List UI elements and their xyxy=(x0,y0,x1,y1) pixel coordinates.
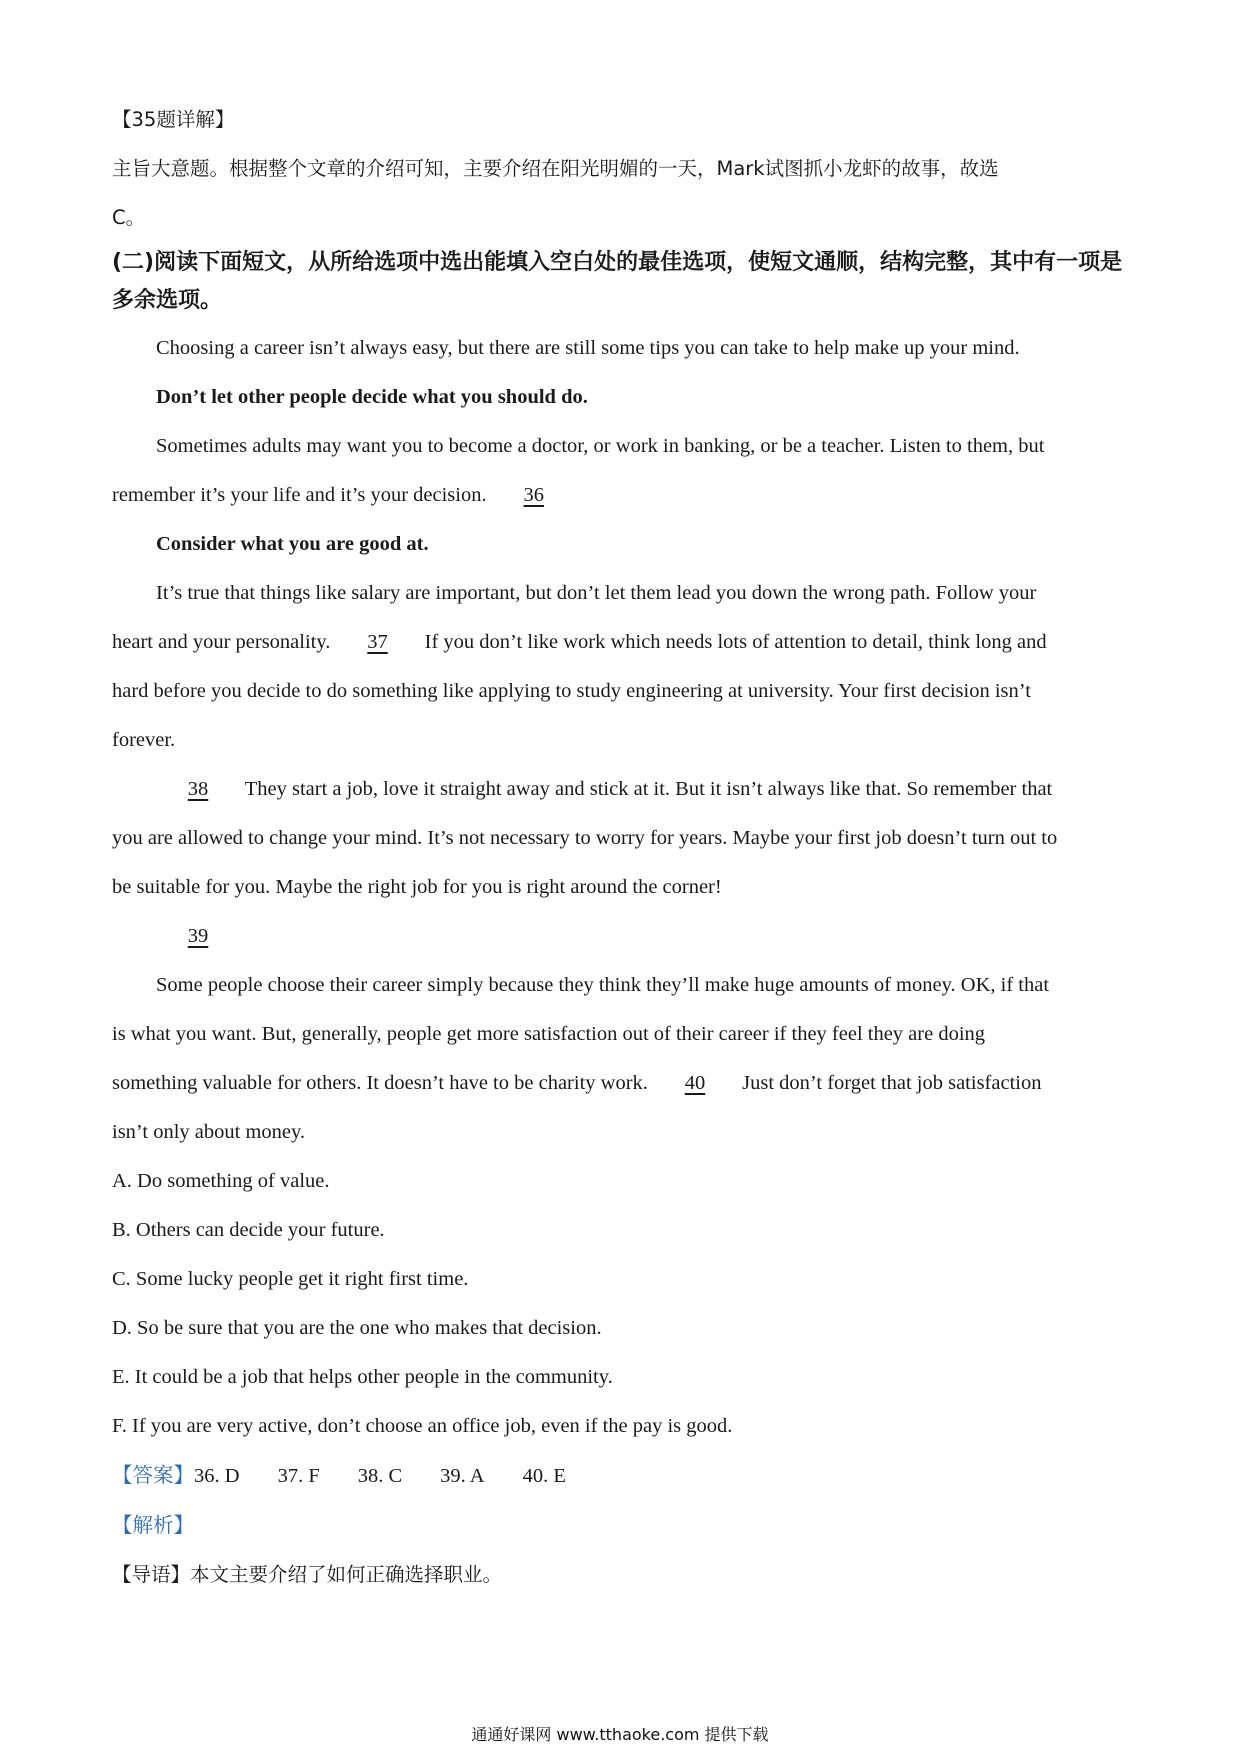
passage-paragraph-5-line-3 xyxy=(112,1059,1132,1108)
q35-tag: 【35题详解】 xyxy=(112,108,235,131)
passage-paragraph-2-line-1: Sometimes adults may want you to become a doctor, or work in banking, or be a teacher. Listen to them, but xyxy=(156,435,1045,457)
passage-paragraph-4-line-3: be suitable for you. Maybe the right job for you is right around the corner! xyxy=(112,876,722,898)
analysis-tag: 【解析】 xyxy=(112,1513,194,1537)
option-a: A. Do something of value. xyxy=(112,1170,330,1192)
blank-37: 37 xyxy=(367,631,388,653)
option-e: E. It could be a job that helps other people in the community. xyxy=(112,1366,613,1388)
option-c: C. Some lucky people get it right first time. xyxy=(112,1268,469,1290)
section-heading: (二)阅读下面短文，从所给选项中选出能填入空白处的最佳选项，使短文通顺，结构完整，其中有一项是多余选项。 xyxy=(112,250,1123,313)
blank-38: 38 xyxy=(187,778,209,800)
option-b: B. Others can decide your future. xyxy=(112,1219,385,1241)
passage-paragraph-5-line-1: Some people choose their career simply because they think they’ll make huge amounts of money. OK, if that xyxy=(156,974,1050,996)
answer-item: 37. F xyxy=(277,1465,320,1487)
answer-key xyxy=(112,1451,1132,1501)
answer-item: 39. A xyxy=(440,1465,485,1487)
blank-40: 40 xyxy=(684,1072,706,1094)
answer-tag: 【答案】 xyxy=(112,1463,194,1487)
passage-text: Just don’t forget that job satisfaction xyxy=(742,1072,1042,1094)
passage-paragraph-1: Choosing a career isn’t always easy, but there are still some tips you can take to help make up your mind. xyxy=(156,337,1020,359)
passage-text: remember it’s your life and it’s your decision. xyxy=(112,484,487,506)
passage-paragraph-3-line-3: hard before you decide to do something like applying to study engineering at university. Your first decision isn’t xyxy=(112,680,1031,702)
blank-39: 39 xyxy=(187,925,209,947)
passage-text: something valuable for others. It doesn’t have to be charity work. xyxy=(112,1072,648,1094)
document-page xyxy=(112,95,1132,1599)
intro-text: 本文主要介绍了如何正确选择职业。 xyxy=(190,1563,503,1586)
passage-paragraph-5-line-2: is what you want. But, generally, people get more satisfaction out of their career if they feel they are doing xyxy=(112,1023,986,1045)
answer-item: 38. C xyxy=(357,1465,403,1487)
passage-paragraph-3-line-2 xyxy=(112,618,1132,667)
answer-item: 40. E xyxy=(522,1465,566,1487)
passage-paragraph-4-line-1 xyxy=(112,765,1132,814)
passage-subheading-2: Consider what you are good at. xyxy=(156,533,429,555)
page-footer: 通通好课网 www.tthaoke.com 提供下载 xyxy=(471,1725,769,1744)
q35-explanation-line-1: 主旨大意题。根据整个文章的介绍可知，主要介绍在阳光明媚的一天，Mark试图抓小龙虾的故事，故选 xyxy=(112,157,999,180)
passage-text: If you don’t like work which needs lots of attention to detail, think long and xyxy=(424,631,1047,653)
passage-paragraph-3-line-1: It’s true that things like salary are important, but don’t let them lead you down the wrong path. Follow your xyxy=(156,582,1037,604)
passage-subheading-3 xyxy=(112,912,1132,961)
blank-36: 36 xyxy=(523,484,544,506)
option-f: F. If you are very active, don’t choose an office job, even if the pay is good. xyxy=(112,1415,733,1437)
passage-paragraph-4-line-2: you are allowed to change your mind. It’s not necessary to worry for years. Maybe your first job doesn’t turn out to xyxy=(112,827,1058,849)
passage-text: They start a job, love it straight away and stick at it. But it isn’t always like that. So remember that xyxy=(244,778,1053,800)
passage-paragraph-3-line-4: forever. xyxy=(112,729,176,751)
answer-item: 36. D xyxy=(194,1465,240,1487)
option-d: D. So be sure that you are the one who makes that decision. xyxy=(112,1317,602,1339)
intro-line xyxy=(112,1550,1132,1599)
passage-paragraph-5-line-4: isn’t only about money. xyxy=(112,1121,306,1143)
passage-paragraph-2-line-2 xyxy=(112,471,1132,520)
passage-subheading-1: Don’t let other people decide what you should do. xyxy=(156,386,588,408)
passage-text: heart and your personality. xyxy=(112,631,331,653)
intro-tag: 【导语】 xyxy=(112,1563,191,1586)
q35-explanation-line-2: C。 xyxy=(112,206,146,229)
